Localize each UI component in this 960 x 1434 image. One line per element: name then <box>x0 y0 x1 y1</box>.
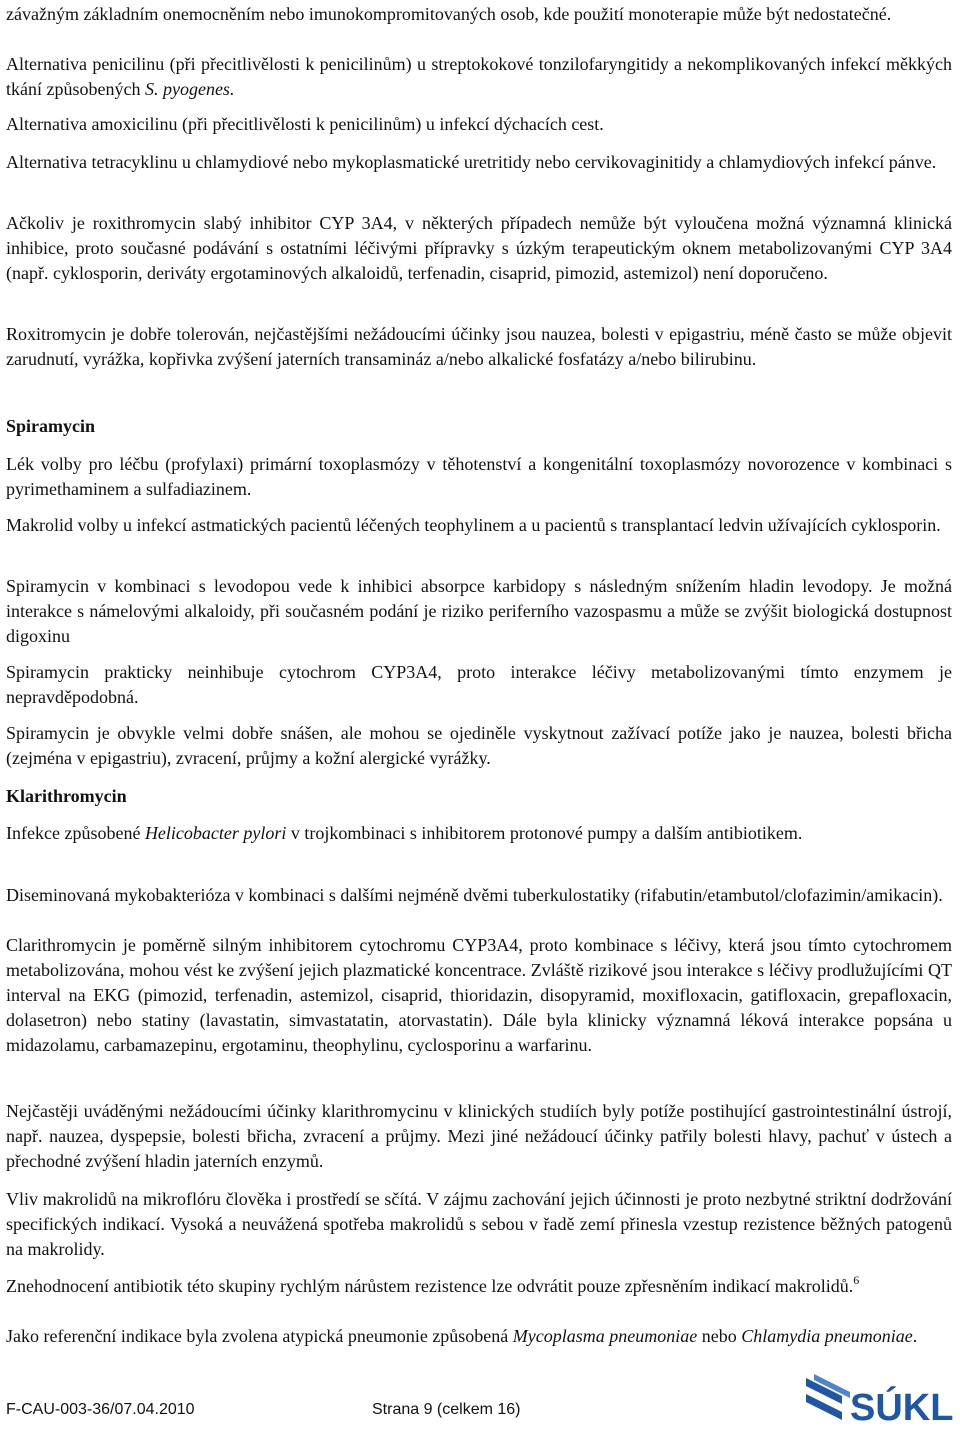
paragraph-macrolide-resistance: Vliv makrolidů na mikroflóru člověka i prostředí se sčítá. V zájmu zachování jejich účinnosti je proto nezbytné striktní dodržování specifických indikací. Vysoká a neuvážená spotřeba makrolidů s sebou v řadě zemí přinesla vzestup rezistence běžných patogenů na makrolidy. <box>6 1189 952 1259</box>
paragraph-macrolide-indications <box>6 1274 952 1299</box>
sukl-logo-icon <box>802 1370 958 1432</box>
paragraph-text: v trojkombinaci s inhibitorem protonové pumpy a dalším antibiotikem. <box>286 823 803 843</box>
paragraph-text: . <box>912 1326 918 1346</box>
paragraph-clarithromycin-adverse: Nejčastěji uváděnými nežádoucími účinky klarithromycinu v klinických studiích byly potíže postihující gastrointestinální ústrojí, např. nauzea, dyspepsie, bolesti břicha, zvracení a průjmy. Mezi jiné nežádoucí účinky patřily bolesti hlavy, pachuť v ústech a přechodné zvýšení hladin jaterních enzymů. <box>6 1101 952 1171</box>
heading-klarithromycin: Klarithromycin <box>6 786 127 806</box>
paragraph-spiramycin-cyp3a4: Spiramycin prakticky neinhibuje cytochrom CYP3A4, proto interakce léčivy metabolizovanými tímto enzymem je nepravděpodobná. <box>6 662 952 707</box>
paragraph-text: Alternativa penicilinu (při přecitlivělosti k penicilinům) u streptokokové tonzilofaryngitidy a nekomplikovaných infekcí měkkých tkání způsobených <box>6 54 952 99</box>
organism-name: Chlamydia pneumoniae <box>741 1326 913 1346</box>
paragraph-amoxicillin-alternative: Alternativa amoxicilinu (při přecitlivělosti k penicilinům) u infekcí dýchacích cest. <box>6 114 604 134</box>
paragraph-penicillin-alternative <box>6 52 952 102</box>
heading-spiramycin: Spiramycin <box>6 416 96 436</box>
paragraph-spiramycin-tolerance: Spiramycin je obvykle velmi dobře snášen, ale mohou se ojediněle vyskytnout zažívací potíže jako je nauzea, bolesti břicha (zejména v epigastriu), zvracení, průjmy a kožní alergické vyrážky. <box>6 723 952 768</box>
paragraph-text: nebo <box>697 1326 742 1346</box>
paragraph-monotherapy: závažným základním onemocněním nebo imunokompromitovaných osob, kde použití monoterapie může být nedostatečné. <box>6 4 892 24</box>
paragraph-clarithromycin-interactions: Clarithromycin je poměrně silným inhibitorem cytochromu CYP3A4, proto kombinace s léčivy, která jsou tímto cytochromem metabolizována, mohou vést ke zvýšení jejich plazmatické koncentrace. Zvláště rizikové jsou interakce s léčivy prodlužujícími QT interval na EKG (pimozid, terfenadin, astemizol, cisaprid, thioridazin, disopyramid, moxifloxacin, gatifloxacin, grepafloxacin, dolasetron) nebo statiny (lavastatin, simvastatatin, atorvastatin). Dále byla klinicky významná léková interakce popsána u midazolamu, carbamazepinu, ergotaminu, theophylinu, cyclosporinu a warfarinu. <box>6 935 952 1055</box>
footer-document-code: F-CAU-003-36/07.04.2010 <box>6 1401 195 1418</box>
organism-name: Helicobacter pylori <box>144 823 287 843</box>
footer-page-number: Strana 9 (celkem 16) <box>372 1401 521 1418</box>
logo-emblem <box>802 1370 852 1432</box>
paragraph-reference-indication <box>6 1324 952 1349</box>
organism-name: Mycoplasma pneumoniae <box>512 1326 698 1346</box>
paragraph-mycobacteriosis: Diseminovaná mykobakterióza v kombinaci s dalšími nejméně dvěmi tuberkulostatiky (rifabutin/etambutol/clofazimin/amikacin). <box>6 885 943 905</box>
paragraph-roxithromycin-cyp: Ačkoliv je roxithromycin slabý inhibitor CYP 3A4, v některých případech nemůže být vyloučena možná významná klinická inhibice, proto současné podávání s ostatními léčivými přípravky s úzkým terapeutickým oknem metabolizovanými CYP 3A4 (např. cyklosporin, deriváty ergotaminových alkaloidů, terfenadin, cisaprid, pimozid, astemizol) není doporučeno. <box>6 213 952 283</box>
paragraph-helicobacter <box>6 821 952 846</box>
reference-superscript: 6 <box>853 1273 860 1287</box>
paragraph-spiramycin-levodopa: Spiramycin v kombinaci s levodopou vede k inhibici absorpce karbidopy s následným snížením hladin levodopy. Je možná interakce s námelovými alkaloidy, při současném podání je riziko periferního vazospasmu a může se zvýšit biologická dostupnost digoxinu <box>6 576 952 646</box>
paragraph-spiramycin-toxoplasmosis: Lék volby pro léčbu (profylaxi) primární toxoplasmózy v těhotenství a kongenitální toxoplasmózy novorozence v kombinaci s pyrimethaminem a sulfadiazinem. <box>6 454 952 499</box>
paragraph-tetracycline-alternative: Alternativa tetracyklinu u chlamydiové nebo mykoplasmatické uretritidy nebo cervikovaginitidy a chlamydiových infekcí pánve. <box>6 152 937 172</box>
organism-name: S. pyogenes. <box>144 79 235 99</box>
logo-text: SÚKL <box>850 1387 954 1429</box>
paragraph-text: Infekce způsobené <box>6 823 145 843</box>
paragraph-roxithromycin-tolerance: Roxitromycin je dobře tolerován, nejčastějšími nežádoucími účinky jsou nauzea, bolesti v epigastriu, méně často se může objevit zarudnutí, vyrážka, kopřivka zvýšení jaterních transamináz a/nebo alkalické fosfatázy a/nebo bilirubinu. <box>6 324 952 369</box>
paragraph-text: Jako referenční indikace byla zvolena atypická pneumonie způsobená <box>6 1326 513 1346</box>
paragraph-text: Znehodnocení antibiotik této skupiny rychlým nárůstem rezistence lze odvrátit pouze zpřesněním indikací makrolidů. <box>6 1276 854 1296</box>
paragraph-spiramycin-asthma: Makrolid volby u infekcí astmatických pacientů léčených teophylinem a u pacientů s transplantací ledvin užívajících cyklosporin. <box>6 515 941 535</box>
